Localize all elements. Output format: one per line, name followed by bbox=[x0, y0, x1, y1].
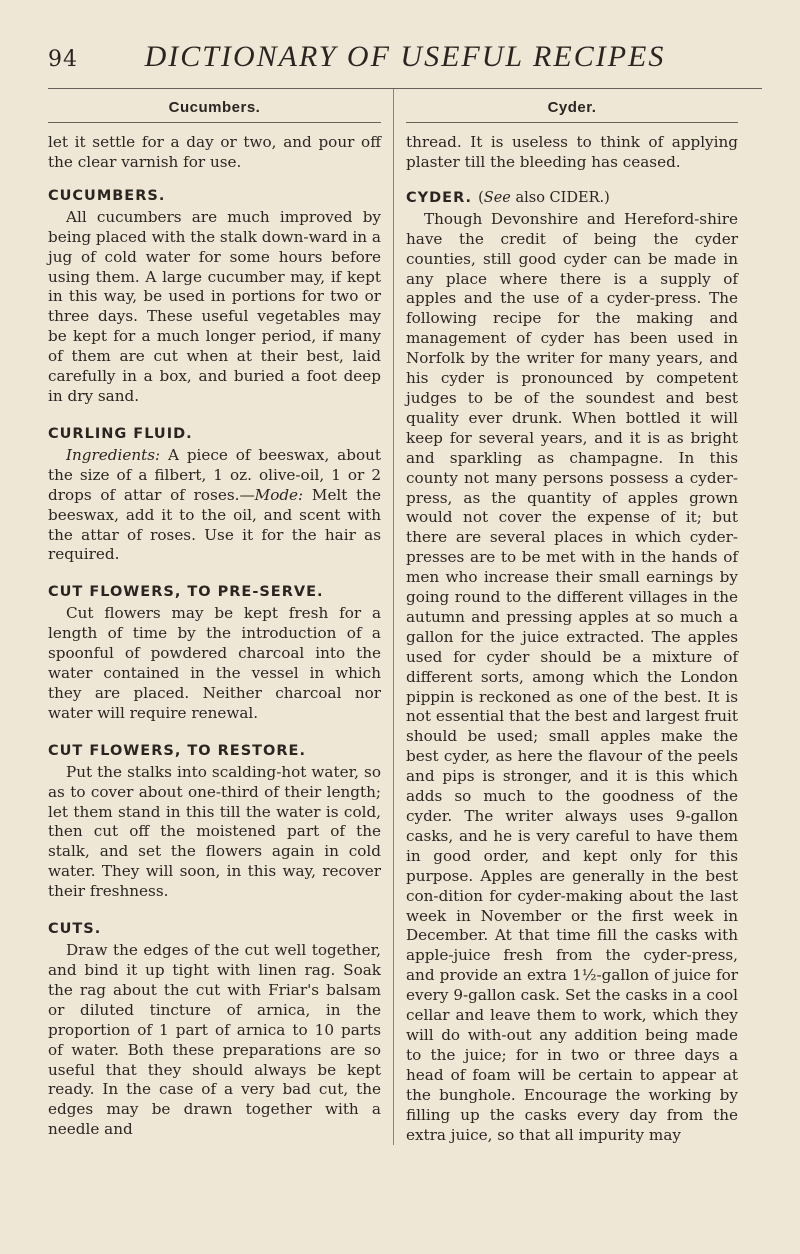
entry-title-cut-flowers-preserve: CUT FLOWERS, TO PRE-SERVE. bbox=[48, 584, 324, 601]
entry-title-cyder bbox=[406, 189, 738, 207]
entry-body-cut-flowers-preserve: Cut flowers may be kept fresh for a length of time by the introduction of a spoonful of powdered charcoal into the water contained in the vessel in which they are placed. Neither charcoal nor water will require renewal. bbox=[48, 604, 381, 722]
entry-body-cucumbers: All cucumbers are much improved by being placed with the stalk down-ward in a jug of cold water for some hours before using them. A large cucumber may, if kept in this way, be used in portions for two or three days. These useful vegetables may be kept for a much longer period, if many of them are cut when at their best, laid carefully in a box, and buried a foot deep in dry sand. bbox=[48, 207, 381, 405]
see-label: See bbox=[483, 189, 511, 206]
page-header bbox=[48, 40, 762, 84]
mode-text: Melt the beeswax, add it to the oil, and scent with the attar of roses. Use it for the hair as required. bbox=[48, 485, 381, 564]
two-column-body bbox=[48, 88, 762, 1145]
left-column-head: Cucumbers. bbox=[48, 89, 381, 123]
page-number: 94 bbox=[48, 47, 78, 72]
right-column-head: Cyder. bbox=[406, 89, 738, 123]
cross-reference bbox=[478, 190, 610, 206]
entry-body-curling-fluid bbox=[48, 446, 381, 565]
entry-title-cucumbers: CUCUMBERS. bbox=[48, 187, 166, 204]
continued-text: let it settle for a day or two, and pour off the clear varnish for use. bbox=[48, 133, 381, 171]
see-text: also CIDER.) bbox=[510, 189, 610, 206]
cross-reference-open: ( bbox=[478, 189, 484, 206]
entry-body-cut-flowers-restore: Put the stalks into scalding-hot water, so as to cover about one-third of their length; let them stand in this till the water is cold, then cut off the moistened part of the stalk, and set the flowers again in cold water. They will soon, in this way, recover their freshness. bbox=[48, 762, 381, 901]
left-column bbox=[48, 89, 393, 1145]
right-column bbox=[393, 89, 738, 1145]
ingredients-label: Ingredients: bbox=[66, 445, 161, 464]
entry-body-cuts: Draw the edges of the cut well together, and bind it up tight with linen rag. Soak the rag about the cut with Friar's balsam or diluted tincture of arnica, in the proportion of 1 part of arnica to 10 parts of water. Both these preparations are so useful that they should always be kept ready. In the case of a very bad cut, the edges may be drawn together with a needle and bbox=[48, 941, 381, 1139]
running-title: DICTIONARY OF USEFUL RECIPES bbox=[144, 40, 666, 73]
continued-text: thread. It is useless to think of applying plaster till the bleeding has ceased. bbox=[406, 133, 738, 171]
cyder-title: CYDER. bbox=[406, 189, 473, 206]
entry-title-cut-flowers-restore: CUT FLOWERS, TO RESTORE. bbox=[48, 742, 306, 759]
mode-label: Mode: bbox=[254, 485, 304, 504]
entry-title-curling-fluid: CURLING FLUID. bbox=[48, 425, 193, 442]
ingredients-text: A piece of beeswax, about the size of a filbert, 1 oz. olive-oil, 1 or 2 drops of attar of roses.— bbox=[48, 445, 381, 504]
entry-body-cyder: Though Devonshire and Hereford-shire have the credit of being the cyder counties, still good cyder can be made in any place where there is a supply of apples and the use of a cyder-press. The following recipe for the making and management of cyder has been used in Norfolk by the writer for many years, and his cyder is pronounced by competent judges to be of the soundest and best quality ever drunk. When bottled it will keep for several years, and it is as bright and sparkling as champagne. In this county not many persons possess a cyder-press, as the quantity of apples grown would not cover the expense of it; but there are several places in which cyder-presses are to be met with in the hands of men who increase their small earnings by going round to the different villages in the autumn and pressing apples at so much a gallon for the juice extracted. The apples used for cyder should be a mixture of different sorts, among which the London pippin is reckoned as one of the best. It is not essential that the best and largest fruit should be used; small apples make the best cyder, as here the flavour of the peels and pips is stronger, and it is this which adds so much to the goodness of the cyder. The writer always uses 9-gallon casks, and he is very careful to have them in good order, and kept only for this purpose. Apples are generally in the best con-dition for cyder-making about the last week in November or the first week in December. At that time fill the casks with apple-juice fresh from the cyder-press, and provide an extra 1½-gallon of juice for every 9-gallon cask. Set the casks in a cool cellar and leave them to work, which they will do with-out any addition being made to the juice; for in two or three days a head of foam will be certain to appear at the bunghole. Encourage the working by filling up the casks every day from the extra juice, so that all impurity may bbox=[406, 209, 738, 1144]
entry-title-cuts: CUTS. bbox=[48, 921, 102, 938]
